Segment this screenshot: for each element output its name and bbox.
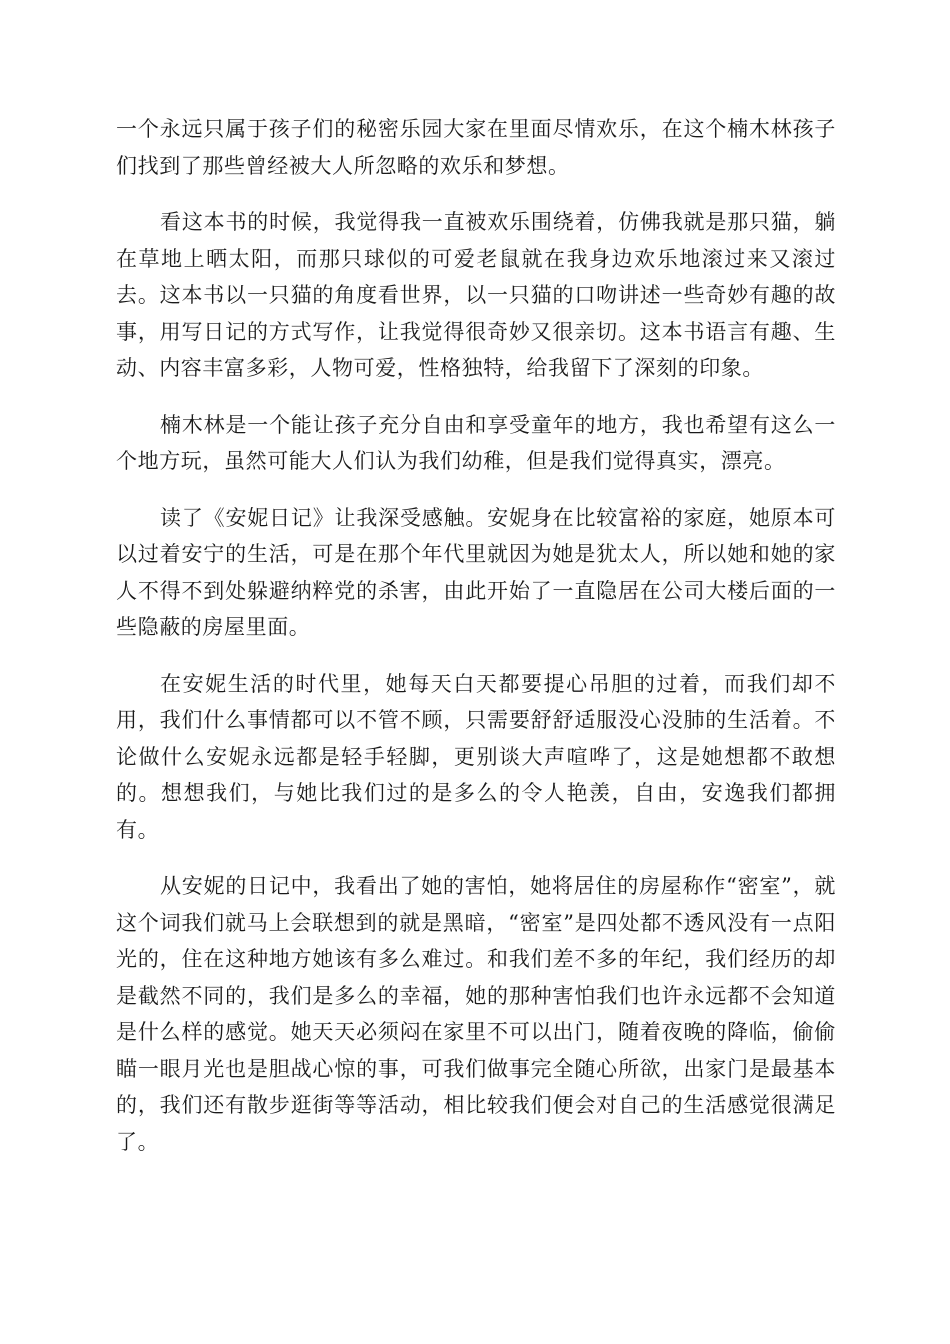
paragraph-6: 从安妮的日记中，我看出了她的害怕，她将居住的房屋称作“密室”，就这个词我们就马上会联想到的就是黑暗，“密室”是四处都不透风没有一点阳光的，住在这种地方她该有多么难过。和我们差不多的年纪，我们经历的却是截然不同的，我们是多么的幸福，她的那种害怕我们也许永远都不会知道是什么样的感觉。她天天必须闷在家里不可以出门，随着夜晚的降临，偷偷瞄一眼月光也是胆战心惊的事，可我们做事完全随心所欲，出家门是最基本的，我们还有散步逛街等等活动，相比较我们便会对自己的生活感觉很满足了。 xyxy=(116,874,836,1154)
paragraph-5: 在安妮生活的时代里，她每天白天都要提心吊胆的过着，而我们却不用，我们什么事情都可以不管不顾，只需要舒舒适服没心没肺的生活着。不论做什么安妮永远都是轻手轻脚，更别谈大声喧哗了，这是她想都不敢想的。想想我们，与她比我们过的是多么的令人艳羡，自由，安逸我们都拥有。 xyxy=(116,671,836,842)
paragraph-2: 看这本书的时候，我觉得我一直被欢乐围绕着，仿佛我就是那只猫，躺在草地上晒太阳，而那只球似的可爱老鼠就在我身边欢乐地滚过来又滚过去。这本书以一只猫的角度看世界，以一只猫的口吻讲述一些奇妙有趣的故事，用写日记的方式写作，让我觉得很奇妙又很亲切。这本书语言有趣、生动、内容丰富多彩，人物可爱，性格独特，给我留下了深刻的印象。 xyxy=(116,210,836,380)
document-page xyxy=(116,111,836,1180)
paragraph-1: 一个永远只属于孩子们的秘密乐园大家在里面尽情欢乐，在这个楠木林孩子们找到了那些曾经被大人所忽略的欢乐和梦想。 xyxy=(116,117,836,178)
paragraph-4: 读了《安妮日记》让我深受感触。安妮身在比较富裕的家庭，她原本可以过着安宁的生活，可是在那个年代里就因为她是犹太人，所以她和她的家人不得不到处躲避纳粹党的杀害，由此开始了一直隐居在公司大楼后面的一些隐蔽的房屋里面。 xyxy=(116,505,836,639)
paragraph-3: 楠木林是一个能让孩子充分自由和享受童年的地方，我也希望有这么一个地方玩，虽然可能大人们认为我们幼稚，但是我们觉得真实，漂亮。 xyxy=(116,412,836,473)
